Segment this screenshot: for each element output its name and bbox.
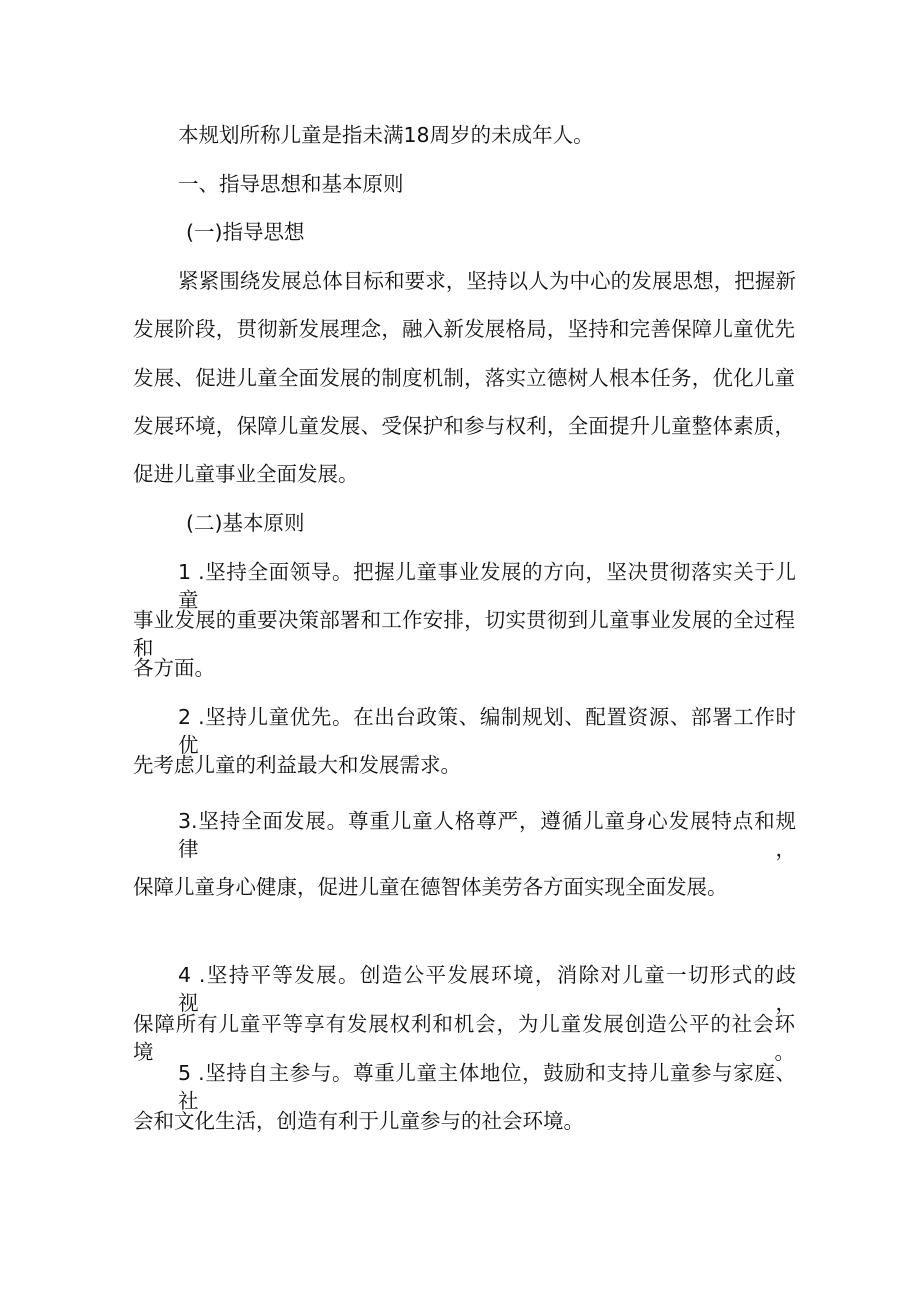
guiding-thought-line-3: 发展、促进儿童全面发展的制度机制，落实立德树人根本任务，优化儿童 — [133, 366, 795, 390]
subsection-heading-guiding-thought: (一)指导思想 — [186, 220, 305, 244]
principle-1-line-2: 事业发展的重要决策部署和工作安排，切实贯彻到儿童事业发展的全过程和 — [133, 608, 795, 660]
definition-line-1: 本规划所称儿童是指未满18周岁的未成年人。 — [178, 123, 594, 147]
subsection-heading-basic-principles: (二)基本原则 — [186, 511, 305, 535]
principle-1-line-1: 1 .坚持全面领导。把握儿童事业发展的方向，坚决贯彻落实关于儿童 — [178, 560, 796, 612]
guiding-thought-line-4: 发展环境，保障儿童发展、受保护和参与权利，全面提升儿童整体素质， — [133, 414, 795, 438]
principle-4-line-2: 保障所有儿童平等享有发展权利和机会，为儿童发展创造公平的社会环境。 — [133, 1012, 795, 1064]
principle-3-line-1: 3.坚持全面发展。尊重儿童人格尊严，遵循儿童身心发展特点和规律， — [178, 809, 796, 861]
principle-3-line-2: 保障儿童身心健康，促进儿童在德智体美劳各方面实现全面发展。 — [133, 875, 728, 899]
principle-2-line-1: 2 .坚持儿童优先。在出台政策、编制规划、配置资源、部署工作时优 — [178, 705, 796, 757]
guiding-thought-line-2: 发展阶段，贯彻新发展理念，融入新发展格局，坚持和完善保障儿童优先 — [133, 317, 795, 341]
section-heading-guiding-thought-and-principles: 一、指导思想和基本原则 — [178, 172, 404, 196]
principle-4-line-1: 4 .坚持平等发展。创造公平发展环境，消除对儿童一切形式的歧视， — [178, 963, 796, 1015]
guiding-thought-line-1: 紧紧围绕发展总体目标和要求，坚持以人为中心的发展思想，把握新 — [178, 269, 796, 293]
principle-2-line-2: 先考虑儿童的利益最大和发展需求。 — [133, 753, 461, 777]
principle-5-line-2: 会和文化生活，创造有利于儿童参与的社会环境。 — [133, 1109, 584, 1133]
principle-5-line-1: 5 .坚持自主参与。尊重儿童主体地位，鼓励和支持儿童参与家庭、社 — [178, 1061, 796, 1113]
guiding-thought-line-5: 促进儿童事业全面发展。 — [133, 462, 359, 486]
principle-1-line-3: 各方面。 — [133, 656, 215, 680]
